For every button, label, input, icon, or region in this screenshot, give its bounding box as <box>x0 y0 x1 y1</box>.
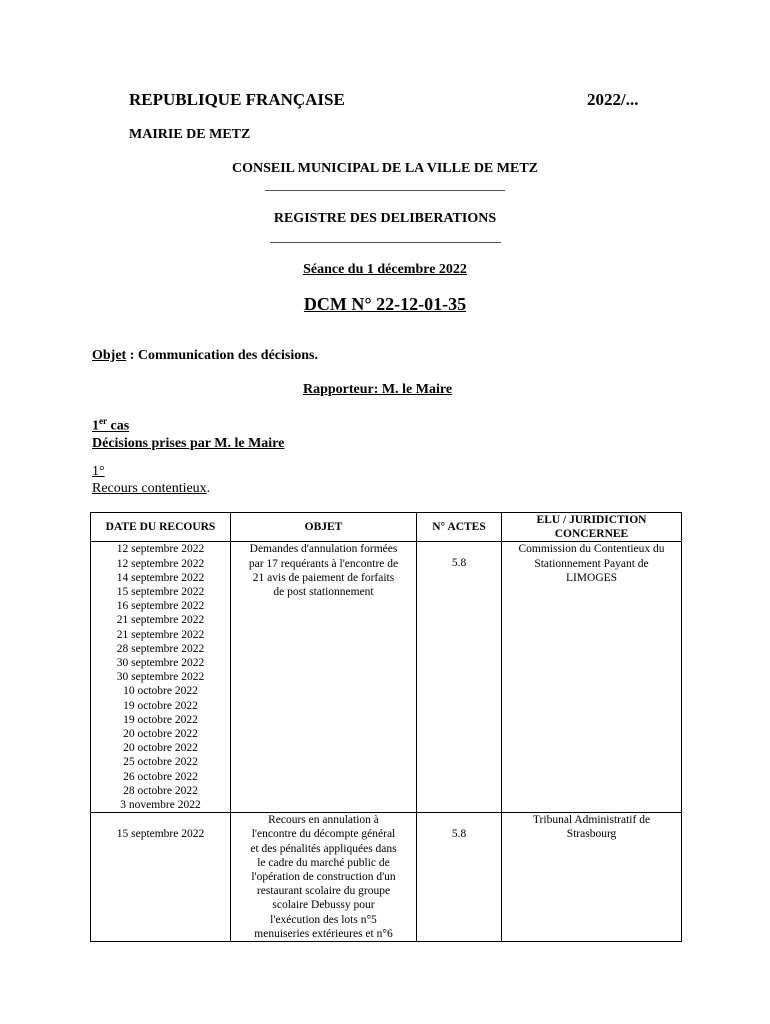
objet-separator: : <box>126 348 138 363</box>
reference-number: 2022/... <box>587 90 639 109</box>
republique-heading: REPUBLIQUE FRANÇAISE <box>129 90 345 109</box>
table-row <box>91 542 682 813</box>
header-actes: N° ACTES <box>417 513 502 542</box>
dcm-number: DCM N° 22-12-01-35 <box>303 294 467 314</box>
item-title-line: Recours contentieux. <box>92 481 211 496</box>
actes-cell: 5.8 <box>417 813 502 942</box>
date-cell: 15 septembre 2022 <box>91 813 231 942</box>
juridiction-cell: Commission du Contentieux du Stationnement Payant de LIMOGES <box>502 542 682 813</box>
juridiction-cell: Tribunal Administratif de Strasbourg <box>502 813 682 942</box>
objet-text: Communication des décisions. <box>137 348 318 363</box>
item-heading <box>92 463 210 497</box>
divider-rule <box>265 190 505 191</box>
table-header-row <box>91 513 682 542</box>
rapporteur: Rapporteur: M. le Maire <box>303 382 453 397</box>
seance-date: Séance du 1 décembre 2022 <box>303 262 467 277</box>
date-cell: 12 septembre 2022 12 septembre 2022 14 septembre 2022 15 septembre 2022 16 septembre 2022 21 septembre 2022 21 septembre 2022 28 septembre 2022 30 septembre 2022 30 septembre 2022 10 octobre 2022 19 octobre 2022 19 octobre 2022 20 octobre 2022 20 octobre 2022 25 octobre 2022 26 octobre 2022 28 octobre 2022 3 novembre 2022 <box>91 542 231 813</box>
item-title: Recours contentieux <box>92 481 207 496</box>
objet-label: Objet <box>92 348 127 363</box>
actes-cell: 5.8 <box>417 542 502 813</box>
cas-label: 1er cas <box>92 416 130 434</box>
objet-cell: Recours en annulation à l'encontre du décompte général et des pénalités appliquées dans le cadre du marché public de l'opération de construction d'un restaurant scolaire du groupe scolaire Debussy pour l'exécution des lots n°5 menuiseries extérieures et n°6 <box>231 813 417 942</box>
conseil-heading: CONSEIL MUNICIPAL DE LA VILLE DE METZ <box>232 161 538 176</box>
decisions-table <box>90 512 682 942</box>
divider-rule <box>270 242 501 243</box>
table-row <box>91 813 682 942</box>
section-title: Décisions prises par M. le Maire <box>92 435 285 451</box>
section-heading <box>92 413 284 452</box>
header-elu: ELU / JURIDICTION CONCERNEE <box>502 513 682 542</box>
header-objet: OBJET <box>231 513 417 542</box>
objet-line <box>92 348 318 364</box>
registre-heading: REGISTRE DES DELIBERATIONS <box>273 211 497 226</box>
header-date: DATE DU RECOURS <box>91 513 231 542</box>
mairie-heading: MAIRIE DE METZ <box>129 127 251 142</box>
objet-cell: Demandes d'annulation formées par 17 requérants à l'encontre de 21 avis de paiement de forfaits de post stationnement <box>231 542 417 813</box>
item-number: 1° <box>92 464 105 479</box>
